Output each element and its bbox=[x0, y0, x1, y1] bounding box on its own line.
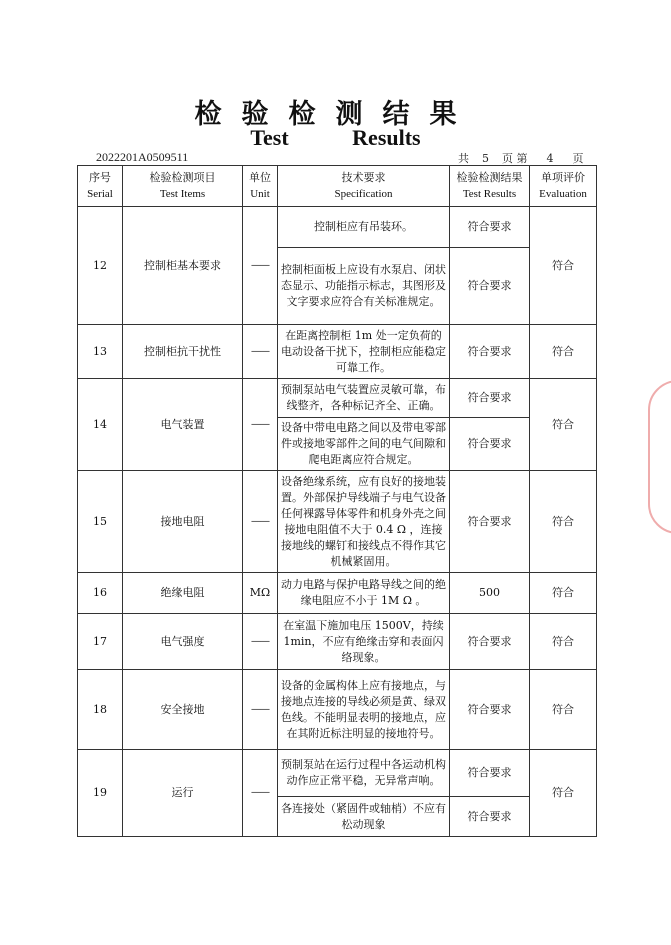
table-row bbox=[78, 207, 597, 248]
table-row bbox=[78, 614, 597, 670]
header-items-en: Test Items bbox=[159, 188, 206, 200]
page-prefix: 共 bbox=[458, 152, 469, 165]
spec-cell: 设备的金属构体上应有接地点，与接地点连接的导线必须是黄、绿双色线。不能明显表明的接地点，应在其附近标注明显的接地符号。 bbox=[278, 670, 450, 750]
item-cell: 控制柜基本要求 bbox=[123, 207, 243, 325]
serial-cell: 16 bbox=[78, 573, 123, 614]
header-unit-en: Unit bbox=[250, 188, 270, 200]
header-unit-cn: 单位 bbox=[249, 171, 271, 184]
header-eval bbox=[530, 166, 597, 207]
serial-cell: 18 bbox=[78, 670, 123, 750]
result-cell: 500 bbox=[450, 573, 530, 614]
header-spec bbox=[278, 166, 450, 207]
header-result-en: Test Results bbox=[462, 188, 517, 200]
serial-cell: 17 bbox=[78, 614, 123, 670]
header-items bbox=[123, 166, 243, 207]
result-cell: 符合要求 bbox=[450, 379, 530, 418]
unit-cell: —— bbox=[243, 325, 278, 379]
serial-cell: 13 bbox=[78, 325, 123, 379]
item-cell: 电气强度 bbox=[123, 614, 243, 670]
result-cell: 符合要求 bbox=[450, 797, 530, 837]
result-cell: 符合要求 bbox=[450, 207, 530, 248]
unit-cell: MΩ bbox=[243, 573, 278, 614]
table-row bbox=[78, 325, 597, 379]
item-cell: 控制柜抗干扰性 bbox=[123, 325, 243, 379]
serial-cell: 19 bbox=[78, 750, 123, 837]
page-mid: 页 第 bbox=[502, 152, 528, 165]
evaluation-cell: 符合 bbox=[530, 207, 597, 325]
header-spec-cn: 技术要求 bbox=[341, 171, 386, 184]
result-cell: 符合要求 bbox=[450, 614, 530, 670]
result-cell: 符合要求 bbox=[450, 325, 530, 379]
header-serial-cn: 序号 bbox=[89, 171, 111, 184]
evaluation-cell: 符合 bbox=[530, 750, 597, 837]
header-serial bbox=[78, 166, 123, 207]
red-seal-stamp bbox=[648, 380, 671, 534]
serial-cell: 12 bbox=[78, 207, 123, 325]
evaluation-cell: 符合 bbox=[530, 670, 597, 750]
serial-cell: 15 bbox=[78, 471, 123, 573]
current-page: 4 bbox=[531, 152, 569, 166]
report-number: 2022201A0509511 bbox=[96, 150, 189, 164]
evaluation-cell: 符合 bbox=[530, 471, 597, 573]
spec-cell: 动力电路与保护电路导线之间的绝缘电阻应不小于 1M Ω 。 bbox=[278, 573, 450, 614]
result-cell: 符合要求 bbox=[450, 418, 530, 471]
result-cell: 符合要求 bbox=[450, 471, 530, 573]
page-counter bbox=[458, 150, 584, 166]
table-row bbox=[78, 573, 597, 614]
unit-cell: —— bbox=[243, 471, 278, 573]
spec-cell: 控制柜面板上应设有水泵启、闭状态显示、功能指示标志，其图形及文字要求应符合有关标准规定。 bbox=[278, 248, 450, 325]
result-cell: 符合要求 bbox=[450, 750, 530, 797]
page-title: 检验检测结果 bbox=[194, 99, 477, 130]
page-subtitle: Test Results bbox=[250, 125, 421, 150]
spec-cell: 在距离控制柜 1m 处一定负荷的电动设备干扰下，控制柜应能稳定可靠工作。 bbox=[278, 325, 450, 379]
table-row bbox=[78, 471, 597, 573]
header-items-cn: 检验检测项目 bbox=[149, 171, 216, 184]
result-cell: 符合要求 bbox=[450, 670, 530, 750]
spec-cell: 设备中带电电路之间以及带电零部件或接地零部件之间的电气间隙和爬电距离应符合规定。 bbox=[278, 418, 450, 471]
evaluation-cell: 符合 bbox=[530, 379, 597, 471]
unit-cell: —— bbox=[243, 750, 278, 837]
header-spec-en: Specification bbox=[334, 188, 393, 200]
header-serial-en: Serial bbox=[87, 188, 113, 200]
spec-cell: 控制柜应有吊装环。 bbox=[278, 207, 450, 248]
results-table bbox=[77, 165, 597, 837]
table-header-row bbox=[78, 166, 597, 207]
table-row bbox=[78, 670, 597, 750]
evaluation-cell: 符合 bbox=[530, 325, 597, 379]
spec-cell: 预制泵站在运行过程中各运动机构动作应正常平稳，无异常声响。 bbox=[278, 750, 450, 797]
unit-cell: —— bbox=[243, 207, 278, 325]
total-pages: 5 bbox=[473, 152, 499, 166]
table-row bbox=[78, 750, 597, 797]
unit-cell: —— bbox=[243, 379, 278, 471]
item-cell: 接地电阻 bbox=[123, 471, 243, 573]
serial-cell: 14 bbox=[78, 379, 123, 471]
unit-cell: —— bbox=[243, 670, 278, 750]
header-unit bbox=[243, 166, 278, 207]
evaluation-cell: 符合 bbox=[530, 614, 597, 670]
spec-cell: 预制泵站电气装置应灵敏可靠，布线整齐，各种标记齐全、正确。 bbox=[278, 379, 450, 418]
spec-cell: 在室温下施加电压 1500V，持续 1min，不应有绝缘击穿和表面闪络现象。 bbox=[278, 614, 450, 670]
header-eval-en: Evaluation bbox=[539, 188, 587, 200]
result-cell: 符合要求 bbox=[450, 248, 530, 325]
page-suffix: 页 bbox=[572, 152, 584, 165]
header-result-cn: 检验检测结果 bbox=[456, 171, 523, 184]
spec-cell: 各连接处（紧固件或轴梢）不应有松动现象 bbox=[278, 797, 450, 837]
item-cell: 绝缘电阻 bbox=[123, 573, 243, 614]
item-cell: 安全接地 bbox=[123, 670, 243, 750]
item-cell: 运行 bbox=[123, 750, 243, 837]
item-cell: 电气装置 bbox=[123, 379, 243, 471]
evaluation-cell: 符合 bbox=[530, 573, 597, 614]
header-result bbox=[450, 166, 530, 207]
spec-cell: 设备绝缘系统，应有良好的接地装置。外部保护导线端子与电气设备任何裸露导体零件和机身外壳之间接地电阻值不大于 0.4 Ω ，连接接地线的螺钉和接线点不得作其它机械紧固用。 bbox=[278, 471, 450, 573]
unit-cell: —— bbox=[243, 614, 278, 670]
table-row bbox=[78, 379, 597, 418]
header-eval-cn: 单项评价 bbox=[541, 171, 585, 184]
